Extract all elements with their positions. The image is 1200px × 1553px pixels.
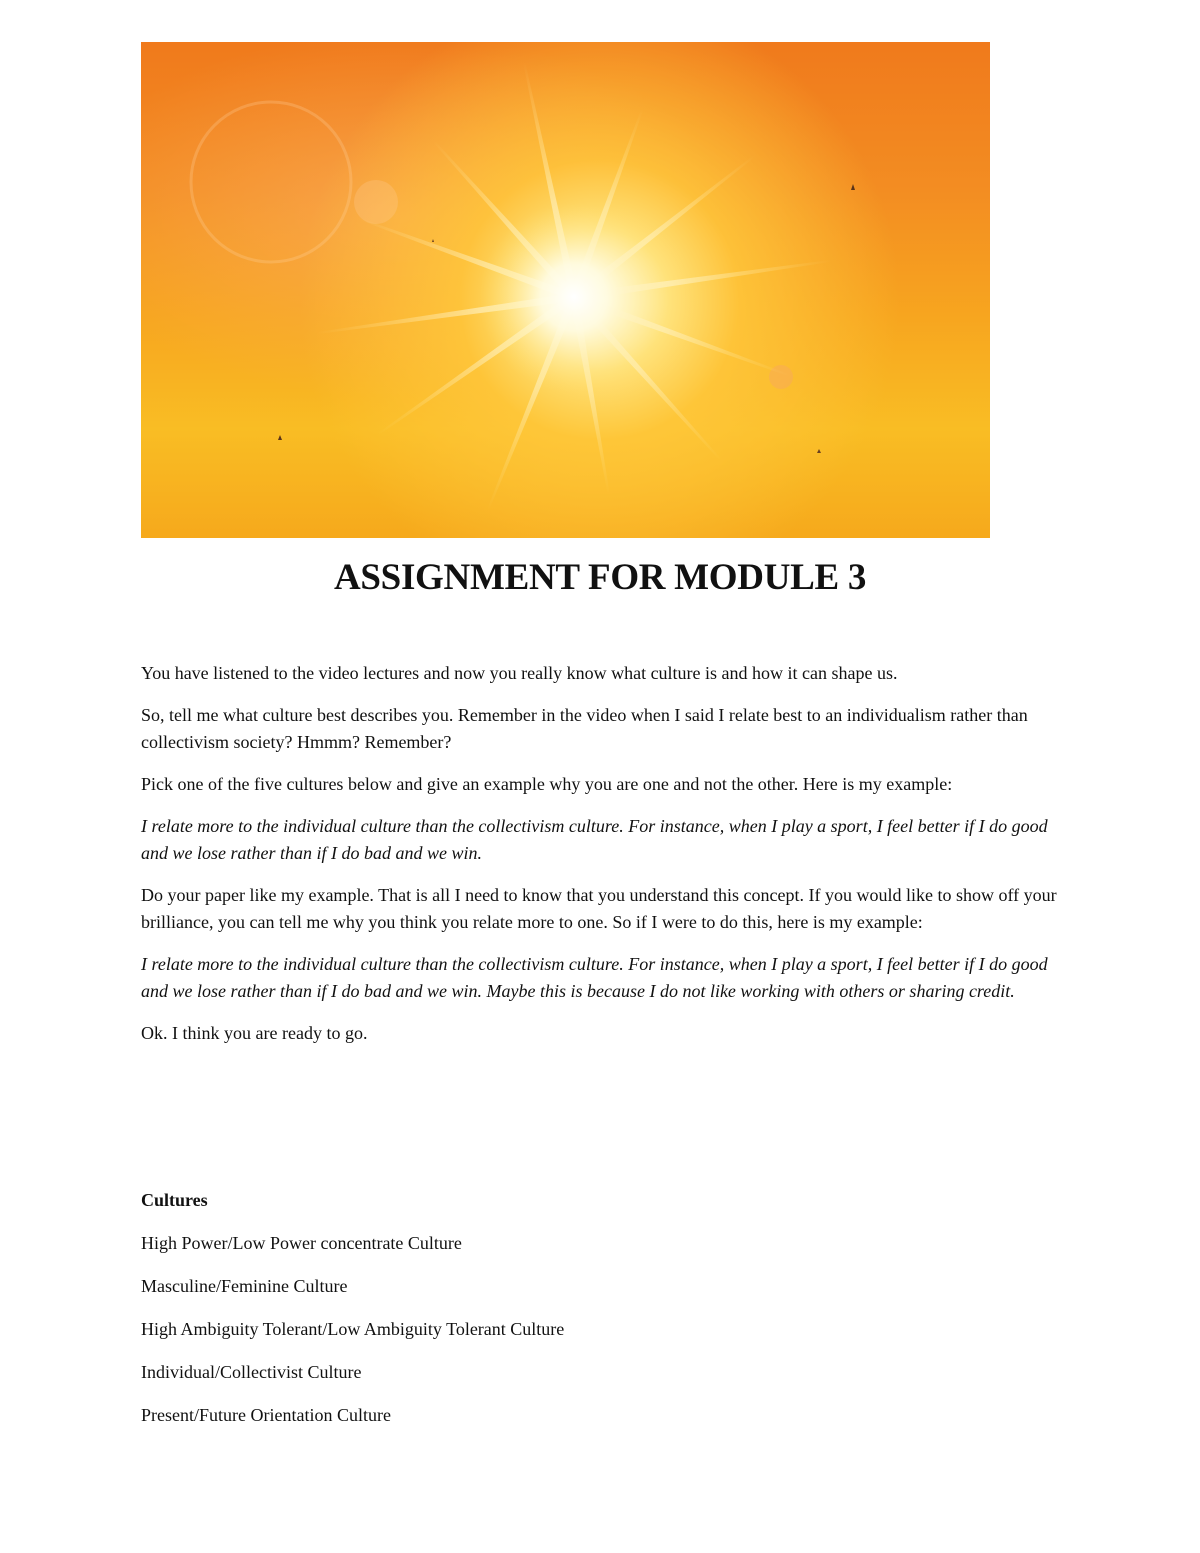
- paragraph: Ok. I think you are ready to go.: [141, 1023, 368, 1043]
- paragraph: Pick one of the five cultures below and give an example why you are one and not the other. Here is my example:: [141, 774, 953, 794]
- example-paragraph: I relate more to the individual culture than the collectivism culture. For instance, when I play a sport, I feel better if I do good and we lose rather than if I do bad and we win. Maybe this is because I do not like working with others or sharing credit.: [141, 954, 1048, 1001]
- sun-sky-image: [141, 42, 990, 538]
- cultures-heading: Cultures: [141, 1190, 208, 1210]
- list-item: Present/Future Orientation Culture: [141, 1405, 391, 1425]
- list-item: High Power/Low Power concentrate Culture: [141, 1233, 462, 1253]
- paragraph: You have listened to the video lectures and now you really know what culture is and how it can shape us.: [141, 663, 898, 683]
- list-item: Masculine/Feminine Culture: [141, 1276, 348, 1296]
- list-item: High Ambiguity Tolerant/Low Ambiguity Tolerant Culture: [141, 1319, 565, 1339]
- document-title: ASSIGNMENT FOR MODULE 3: [333, 557, 867, 598]
- paragraph: So, tell me what culture best describes you. Remember in the video when I said I relate best to an individualism rather than collectivism society? Hmmm? Remember?: [141, 705, 1028, 752]
- cultures-section: [141, 1187, 1059, 1445]
- example-paragraph: I relate more to the individual culture than the collectivism culture. For instance, when I play a sport, I feel better if I do good and we lose rather than if I do bad and we win.: [141, 816, 1048, 863]
- sunburst-graphic: [141, 42, 990, 538]
- list-item: Individual/Collectivist Culture: [141, 1362, 362, 1382]
- assignment-body: [141, 660, 1059, 1062]
- paragraph: Do your paper like my example. That is all I need to know that you understand this concept. If you would like to show off your brilliance, you can tell me why you think you relate more to one. So if I were to do this, here is my example:: [141, 885, 1057, 932]
- cultures-list: [141, 1230, 1059, 1429]
